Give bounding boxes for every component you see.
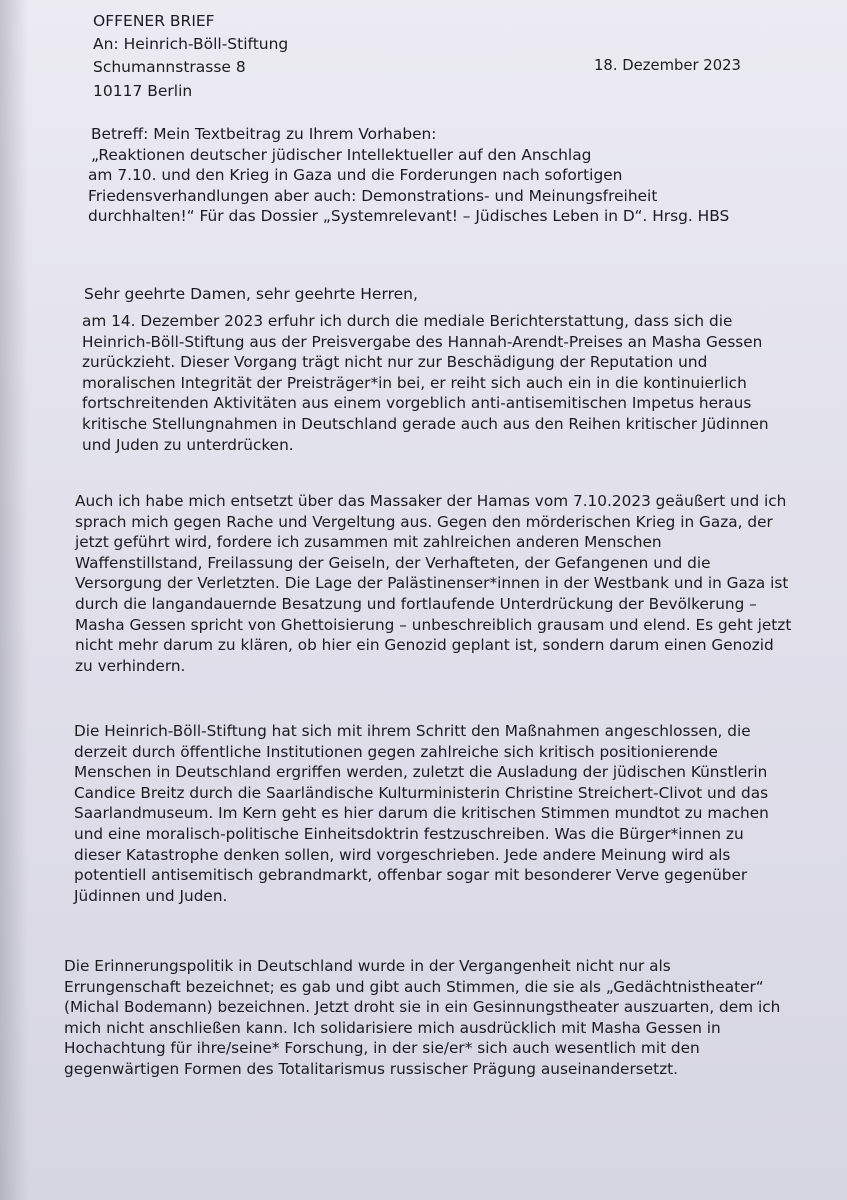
paragraph-line: jetzt geführt wird, fordere ich zusammen mit zahlreichen anderen Menschen bbox=[75, 533, 662, 552]
paragraph-line: und eine moralisch-politische Einheitsdoktrin festzuschreiben. Was die Bürger*innen zu bbox=[74, 824, 744, 843]
subject-line: durchhalten!“ Für das Dossier „Systemrelevant! – Jüdisches Leben in D“. Hrsg. HBS bbox=[88, 207, 730, 226]
paragraph-2 bbox=[75, 491, 791, 676]
paragraph-line: moralischen Integrität der Preisträger*in bei, er reiht sich auch ein in die kontinuierlich bbox=[82, 373, 747, 392]
subject-line: Friedensverhandlungen aber auch: Demonstrations- und Meinungsfreiheit bbox=[88, 186, 658, 205]
paragraph-line: mich nicht anschließen kann. Ich solidarisiere mich ausdrücklich mit Masha Gessen in bbox=[64, 1018, 721, 1037]
paragraph-line: Auch ich habe mich entsetzt über das Massaker der Hamas vom 7.10.2023 geäußert und ich bbox=[75, 492, 787, 510]
paragraph-line: (Michal Bodemann) bezeichnen. Jetzt droht sie in ein Gesinnungstheater auszuarten, dem ich bbox=[64, 998, 781, 1017]
paragraph-line: durch die langandauernde Besatzung und fortlaufende Unterdrückung der Bevölkerung – bbox=[75, 594, 757, 613]
page-shadow bbox=[0, 0, 28, 1200]
paragraph-line: derzeit durch öffentliche Institutionen gegen zahlreiche sich kritisch positionierende bbox=[74, 742, 718, 761]
subject-line: „Reaktionen deutscher jüdischer Intellektueller auf den Anschlag bbox=[91, 145, 592, 164]
paragraph-line: potentiell antisemitisch gebrandmarkt, offenbar sogar mit besonderer Verve gegenüber bbox=[74, 866, 748, 885]
paragraph-line: zurückzieht. Dieser Vorgang trägt nicht nur zur Beschädigung der Reputation und bbox=[82, 353, 708, 372]
paragraph-line: fortschreitenden Aktivitäten aus einem vorgeblich anti-antisemitischen Impetus heraus bbox=[82, 394, 752, 413]
paragraph-line: am 14. Dezember 2023 erfuhr ich durch die mediale Berichterstattung, dass sich die bbox=[82, 312, 733, 330]
paragraph-line: und Juden zu unterdrücken. bbox=[82, 435, 294, 454]
paragraph-line: Waffenstillstand, Freilassung der Geiseln, der Verhafteten, der Gefangenen und die bbox=[75, 553, 711, 572]
paragraph-line: sprach mich gegen Rache und Vergeltung aus. Gegen den mörderischen Krieg in Gaza, der bbox=[75, 512, 773, 531]
recipient-city: 10117 Berlin bbox=[93, 82, 193, 100]
paragraph-line: Heinrich-Böll-Stiftung aus der Preisvergabe des Hannah-Arendt-Preises an Masha Gessen bbox=[82, 332, 763, 351]
paragraph-line: Die Heinrich-Böll-Stiftung hat sich mit ihrem Schritt den Maßnahmen angeschlossen, die bbox=[74, 722, 751, 740]
recipient-street: Schumannstrasse 8 bbox=[93, 58, 246, 76]
paragraph-line: Versorgung der Verletzten. Die Lage der Palästinenser*innen in der Westbank und in Gaza ist bbox=[75, 574, 789, 593]
paragraph-line: Hochachtung für ihre/seine* Forschung, in der sie/er* sich auch wesentlich mit den bbox=[64, 1039, 700, 1058]
paragraph-line: nicht mehr darum zu klären, ob hier ein Genozid geplant ist, sondern darum einen Genozid bbox=[75, 636, 774, 655]
paragraph-line: Masha Gessen spricht von Ghettoisierung – unbeschreiblich grausam und elend. Es geht jetzt bbox=[75, 615, 792, 634]
paragraph-line: zu verhindern. bbox=[75, 656, 186, 675]
paragraph-line: Errungenschaft bezeichnet; es gab und gibt auch Stimmen, die sie als „Gedächtnistheater“ bbox=[64, 977, 764, 996]
paragraph-line: Die Erinnerungspolitik in Deutschland wurde in der Vergangenheit nicht nur als bbox=[64, 957, 671, 975]
paragraph-line: Saarlandmuseum. Im Kern geht es hier darum die kritischen Stimmen mundtot zu machen bbox=[74, 804, 769, 823]
paragraph-3 bbox=[74, 721, 769, 906]
paragraph-line: kritische Stellungnahmen in Deutschland gerade auch aus den Reihen kritischer Jüdinnen bbox=[82, 414, 769, 433]
letter-date: 18. Dezember 2023 bbox=[594, 57, 741, 74]
salutation: Sehr geehrte Damen, sehr geehrte Herren, bbox=[84, 285, 418, 303]
subject-line: Betreff: Mein Textbeitrag zu Ihrem Vorhaben: bbox=[91, 125, 437, 143]
paragraph-4 bbox=[64, 956, 780, 1080]
paragraph-line: Jüdinnen und Juden. bbox=[74, 886, 228, 905]
subject-block bbox=[88, 124, 730, 227]
paragraph-1 bbox=[82, 311, 769, 455]
recipient-name: An: Heinrich-Böll-Stiftung bbox=[93, 35, 289, 53]
subject-line: am 7.10. und den Krieg in Gaza und die Forderungen nach sofortigen bbox=[88, 166, 623, 185]
paragraph-line: Menschen in Deutschland ergriffen werden, zuletzt die Ausladung der jüdischen Künstlerin bbox=[74, 763, 768, 782]
letter-title: OFFENER BRIEF bbox=[93, 12, 215, 30]
paragraph-line: dieser Katastrophe denken sollen, wird vorgeschrieben. Jede andere Meinung wird als bbox=[74, 845, 731, 864]
paragraph-line: gegenwärtigen Formen des Totalitarismus russischer Prägung auseinandersetzt. bbox=[64, 1059, 679, 1078]
paragraph-line: Candice Breitz durch die Saarländische Kulturministerin Christine Streichert-Clivot und das bbox=[74, 783, 769, 802]
